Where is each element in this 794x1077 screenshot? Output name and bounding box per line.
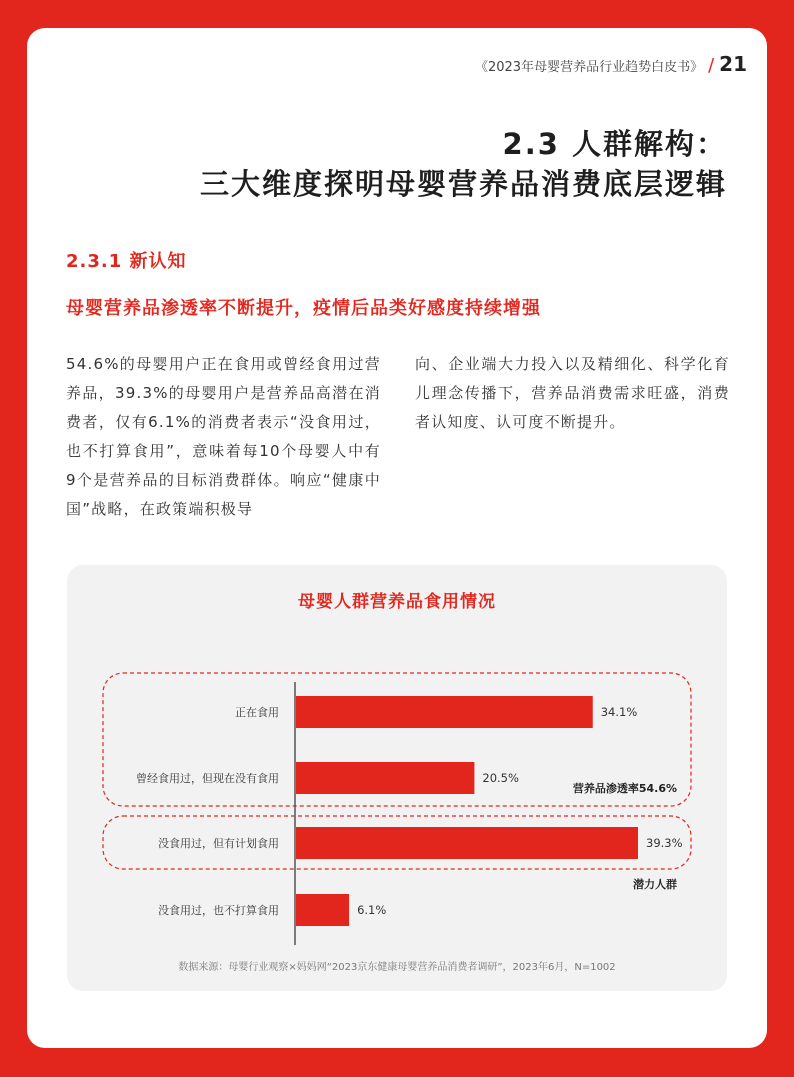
section-title — [200, 124, 727, 204]
category-label: 曾经食用过，但现在没有食用 — [136, 772, 279, 785]
annotation-penetration: 营养品渗透率54.6% — [572, 782, 677, 795]
section-title-line2: 三大维度探明母婴营养品消费底层逻辑 — [199, 167, 727, 201]
category-label: 没食用过，但有计划食用 — [158, 837, 279, 850]
bar-chart — [67, 565, 727, 991]
body-text-right: 向、企业端大力投入以及精细化、科学化育儿理念传播下，营养品消费需求旺盛，消费者认知度、认可度不断提升。 — [415, 355, 730, 431]
header-divider: / — [708, 55, 715, 76]
highlight-heading: 母婴营养品渗透率不断提升，疫情后品类好感度持续增强 — [66, 298, 541, 319]
value-label: 6.1% — [357, 903, 387, 917]
category-label: 没食用过，也不打算食用 — [158, 904, 279, 917]
subsection-heading: 2.3.1 新认知 — [66, 251, 187, 272]
page-number: 21 — [719, 52, 747, 76]
document-title: 《2023年母婴营养品行业趋势白皮书》 — [474, 60, 704, 75]
value-label: 39.3% — [646, 836, 683, 850]
bar — [296, 827, 638, 859]
bar — [296, 762, 474, 794]
bar — [296, 894, 349, 926]
chart-title: 母婴人群营养品食用情况 — [298, 592, 496, 612]
category-label: 正在食用 — [235, 706, 279, 719]
running-header — [475, 52, 747, 76]
value-label: 34.1% — [600, 705, 638, 719]
value-label: 20.5% — [482, 771, 519, 785]
chart-panel — [67, 565, 727, 991]
chart-source: 数据来源：母婴行业观察×妈妈网“2023京东健康母婴营养品消费者调研”，2023年6月，N=1002 — [178, 962, 616, 973]
annotation-potential: 潜力人群 — [633, 878, 677, 891]
section-title-line1: 2.3 人群解构： — [502, 127, 727, 161]
body-text-left: 54.6%的母婴用户正在食用或曾经食用过营养品，39.3%的母婴用户是营养品高潜在消费者，仅有6.1%的消费者表示“没食用过，也不打算食用”，意味着每10个母婴人中有9个是营养品的目标消费群体。响应“健康中国”战略，在政策端积极导 — [66, 355, 381, 518]
page — [27, 28, 767, 1048]
bar — [296, 696, 593, 728]
